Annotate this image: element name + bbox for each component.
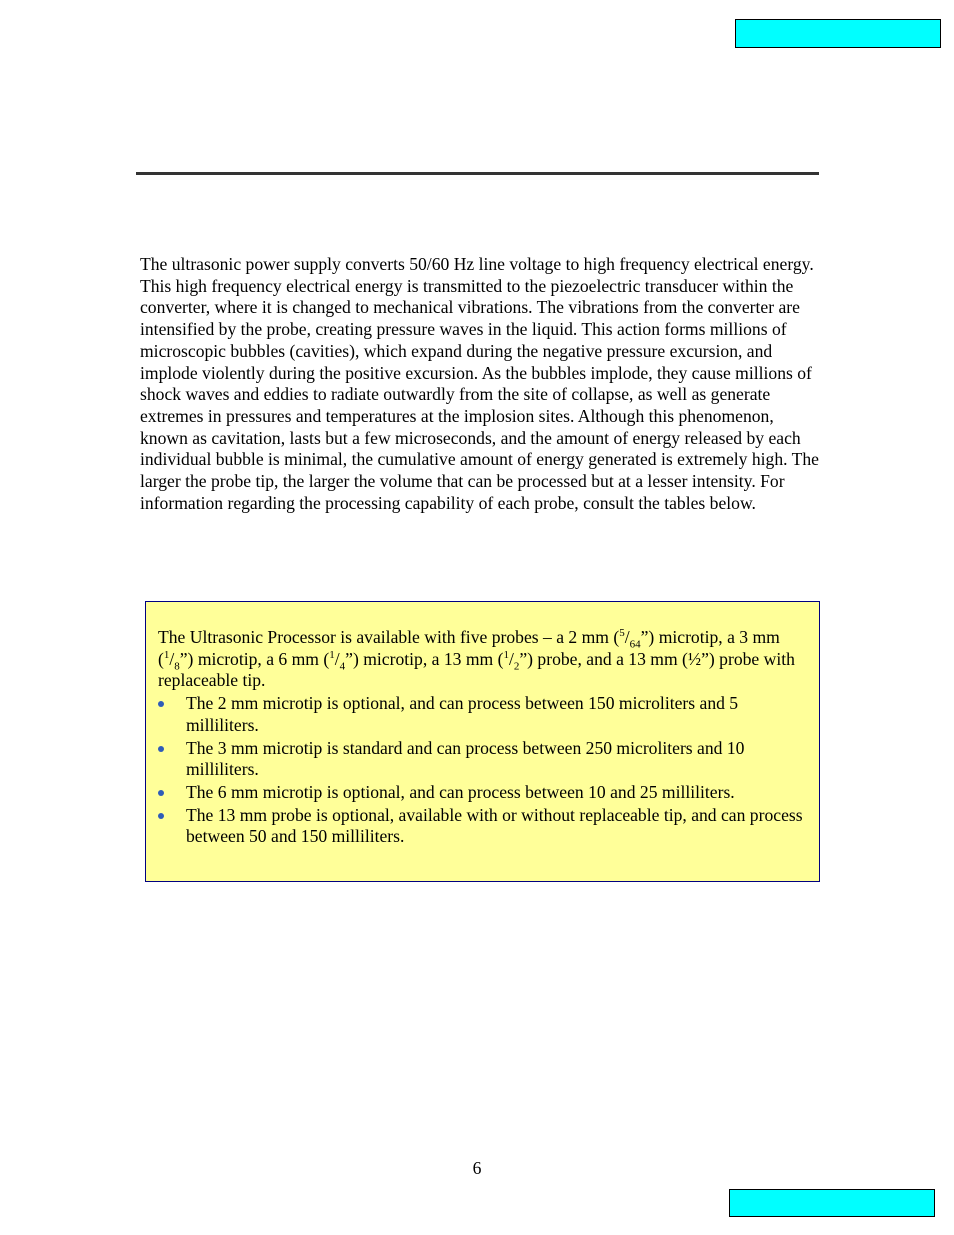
bullet-icon xyxy=(158,701,164,707)
list-item: The 2 mm microtip is optional, and can process between 150 microliters and 5 milliliters. xyxy=(158,693,807,736)
bullet-icon xyxy=(158,790,164,796)
nav-button-bottom[interactable] xyxy=(729,1189,935,1217)
callout-intro: The Ultrasonic Processor is available with five probes – a 2 mm $(^5/_{64}”)$ microtip, a 3 mm $(^1/_8”)$ microtip, a 6 mm $(^1/_4”)$ microtip, a 13 mm $(^1/_2”)$ probe, and a 13 mm (½”) probe with replaceable tip. xyxy=(158,627,795,691)
probe-info-callout xyxy=(145,601,820,882)
list-item: The 3 mm microtip is standard and can process between 250 microliters and 10 milliliters. xyxy=(158,738,807,781)
body-paragraph: The ultrasonic power supply converts 50/60 Hz line voltage to high frequency electrical energy. This high frequency electrical energy is transmitted to the piezoelectric transducer within the converter, where it is changed to mechanical vibrations. The vibrations from the converter are intensified by the probe, creating pressure waves in the liquid. This action forms millions of microscopic bubbles (cavities), which expand during the negative pressure excursion, and implode violently during the positive excursion. As the bubbles implode, they cause millions of shock waves and eddies to radiate outwardly from the site of collapse, as well as generate extremes in pressures and temperatures at the implosion sites. Although this phenomenon, known as cavitation, lasts but a few microseconds, and the amount of energy released by each individual bubble is minimal, the cumulative amount of energy generated is extremely high. The larger the probe tip, the larger the volume that can be processed but at a lesser intensity. For information regarding the processing capability of each probe, consult the tables below. xyxy=(140,254,819,513)
list-item: The 13 mm probe is optional, available with or without replaceable tip, and can process between 50 and 150 milliliters. xyxy=(158,805,807,848)
bullet-icon xyxy=(158,813,164,819)
page-number: 6 xyxy=(472,1158,482,1178)
list-item: The 6 mm microtip is optional, and can process between 10 and 25 milliliters. xyxy=(158,782,807,804)
bullet-icon xyxy=(158,746,164,752)
section-rule xyxy=(136,172,819,175)
nav-button-top[interactable] xyxy=(735,19,941,48)
probe-list xyxy=(158,693,807,848)
